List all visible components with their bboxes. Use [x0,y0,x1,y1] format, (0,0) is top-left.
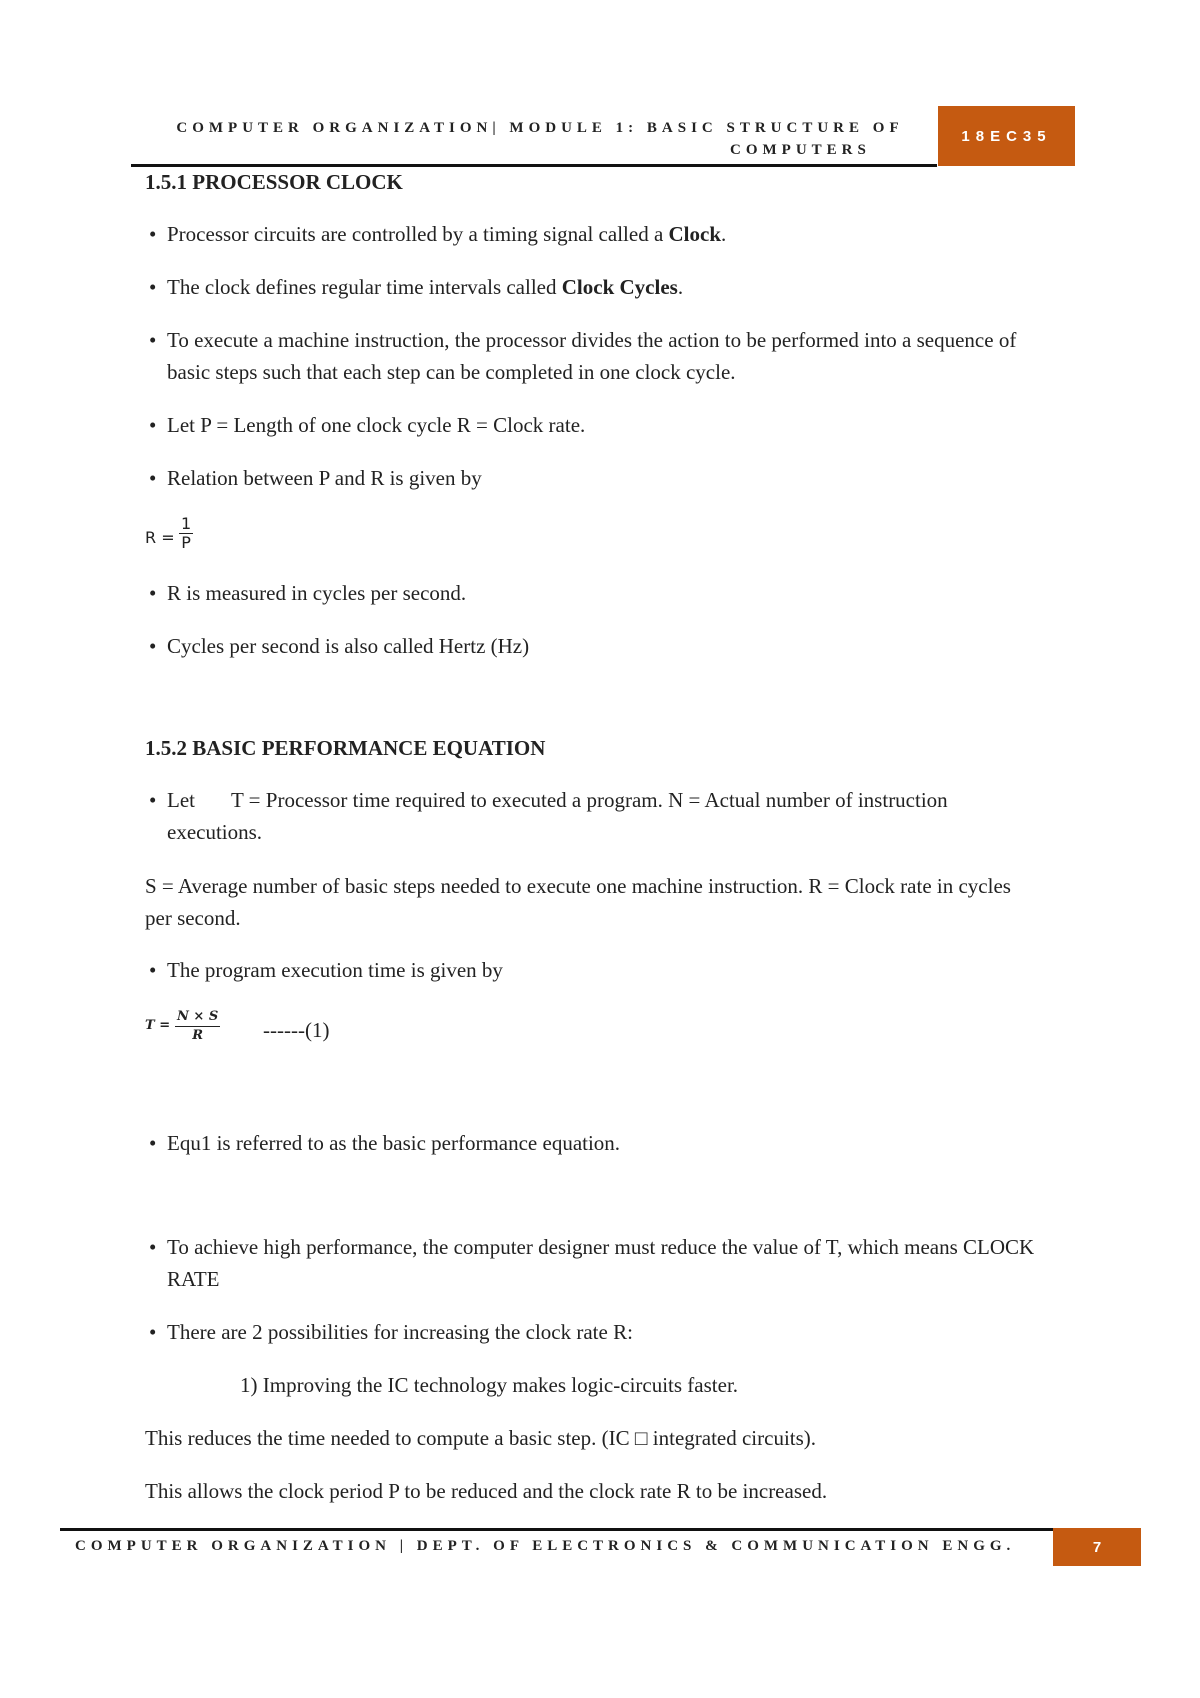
text: The clock defines regular time intervals called [167,275,562,299]
bullet-icon: • [149,634,157,658]
course-code-badge: 18EC35 [938,106,1075,166]
denominator: P [181,533,191,552]
text: There are 2 possibilities for increasing the clock rate R: [167,1320,633,1344]
bullet-icon: • [149,275,157,299]
text: Let [167,788,195,812]
bullet-icon: • [149,222,157,246]
text: T = Processor time required to executed a program. N = Actual number of instruction executions. [167,788,948,844]
bullet-icon: • [149,466,157,490]
bullet-icon: • [149,1235,157,1259]
equation-lhs: T = [145,1018,171,1033]
bold-term: Clock Cycles [561,275,678,299]
paragraph: This reduces the time needed to compute a basic step. (IC □ integrated circuits). [145,1426,817,1450]
text: To achieve high performance, the computer designer must reduce the value of T, which means CLOCK RATE [167,1235,1035,1291]
list-item [145,324,1057,388]
text: Processor circuits are controlled by a timing signal called a [167,222,669,246]
header-line-2: COMPUTERS [730,142,871,158]
text: The program execution time is given by [167,958,503,982]
text: R is measured in cycles per second. [167,581,467,605]
text: . [677,275,684,299]
equation-tag: ------(1) [263,1018,330,1042]
bullet-icon: • [149,328,157,352]
bullet-icon: • [149,788,157,812]
list-item [145,784,1027,848]
section-1-heading: 1.5.1 PROCESSOR CLOCK [145,170,403,194]
paragraph: This allows the clock period P to be reduced and the clock rate R to be increased. [145,1479,828,1503]
fraction [175,1008,220,1045]
list-item [145,462,1067,494]
list-item [145,1127,1067,1159]
bullet-icon: • [149,1131,157,1155]
list-item [145,271,1067,303]
page-number-badge: 7 [1053,1528,1141,1566]
equation-performance [145,1008,445,1058]
numerator: 1 [181,514,192,533]
paragraph: S = Average number of basic steps needed to execute one machine instruction. R = Clock rate in cycles per second. [145,874,1011,930]
bold-term: Clock [668,222,722,246]
text: . [721,222,727,246]
list-item [145,218,1067,250]
bullet-icon: • [149,958,157,982]
text: Cycles per second is also called Hertz (Hz) [167,634,530,658]
list-item [145,577,1067,609]
text: Equ1 is referred to as the basic performance equation. [167,1131,621,1155]
header-rule [131,164,937,167]
list-item [145,1231,1057,1295]
list-item [145,954,1067,986]
numerator: N × S [175,1008,220,1027]
text: To execute a machine instruction, the processor divides the action to be performed into a sequence of basic steps such that each step can be completed in one clock cycle. [167,328,1017,384]
footer-text: COMPUTER ORGANIZATION | DEPT. OF ELECTRONICS & COMMUNICATION ENGG. [75,1538,1016,1554]
list-item [145,1316,1067,1348]
text: Relation between P and R is given by [167,466,482,490]
page-header-title [150,117,930,161]
denominator: R [192,1028,204,1043]
list-item [145,409,1067,441]
bullet-icon: • [149,1320,157,1344]
bullet-icon: • [149,413,157,437]
numbered-item: 1) Improving the IC technology makes logic-circuits faster. [240,1373,739,1397]
fraction [179,515,193,552]
equation-clock-rate [145,515,225,565]
section-2-heading: 1.5.2 BASIC PERFORMANCE EQUATION [145,736,546,760]
footer-rule [60,1528,1112,1531]
text: Let P = Length of one clock cycle R = Clock rate. [167,413,586,437]
header-line-1: COMPUTER ORGANIZATION| MODULE 1: BASIC STRUCTURE OF [176,120,904,136]
equation-lhs: R = [145,528,175,547]
bullet-icon: • [149,581,157,605]
list-item [145,630,1067,662]
